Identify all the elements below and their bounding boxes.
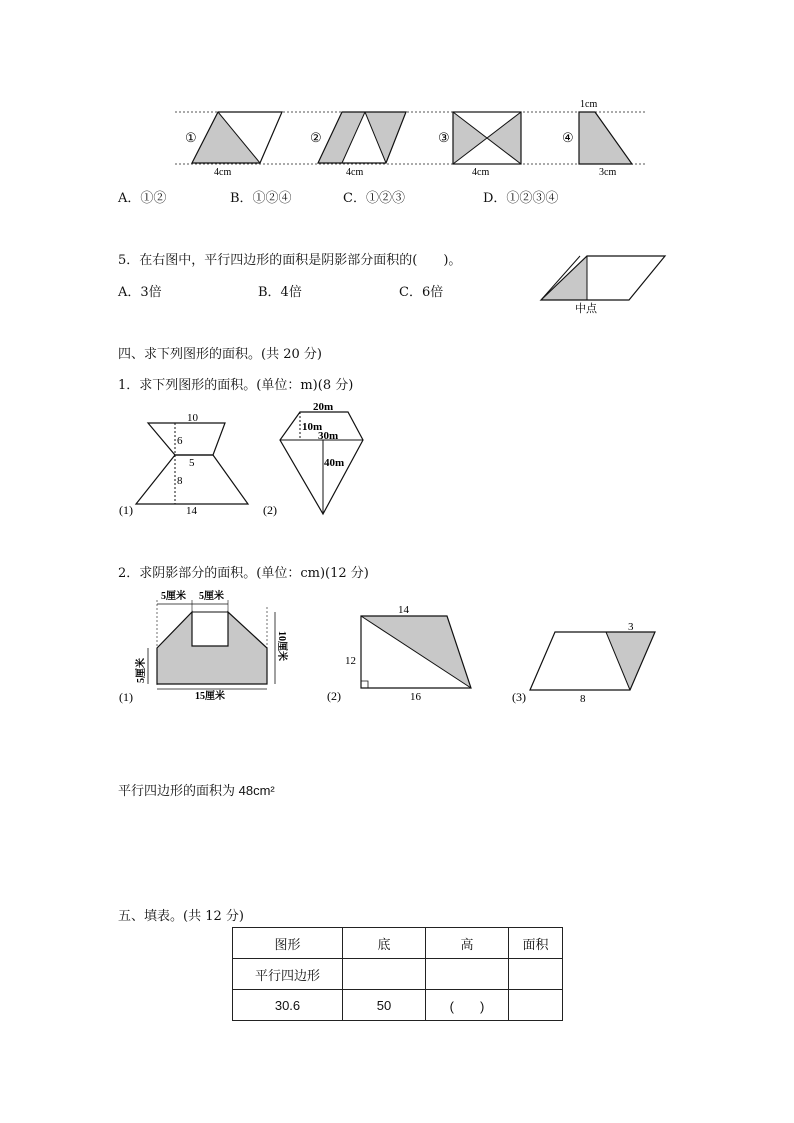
q5-question: 5．在右图中，平行四边形的面积是阴影部分面积的( )。 xyxy=(118,253,462,268)
s4-fig2-label: (2) xyxy=(263,503,277,517)
table-cell-input[interactable] xyxy=(509,959,563,990)
s4-shade2 xyxy=(325,600,485,714)
s4-fig1-mid: 5 xyxy=(189,457,195,469)
q4-fig2-shaded-right xyxy=(365,112,406,163)
q4-fig1-shaded xyxy=(192,112,260,163)
q4-label-4: ④ xyxy=(562,130,574,145)
q5-option-a[interactable]: A．3倍 xyxy=(118,285,162,300)
table-header-cell: 面积 xyxy=(509,928,563,959)
s4-shade1-right-h: 10厘米 xyxy=(276,631,287,661)
table-header-row xyxy=(233,928,563,959)
section5-title: 五、填表。(共 12 分) xyxy=(118,909,244,924)
s4-shade1-gap-left: 5厘米 xyxy=(161,591,186,602)
s4-fig1 xyxy=(115,408,265,527)
table-cell: 30.6 xyxy=(233,990,343,1021)
q4-fig4-trapezoid xyxy=(579,112,632,164)
q4-option-b[interactable]: B．①②④ xyxy=(230,191,292,206)
table-cell-input[interactable] xyxy=(509,990,563,1021)
s4-shade1-gap-right: 5厘米 xyxy=(199,591,224,602)
section4-q1-title: 1．求下列图形的面积。(单位：m)(8 分) xyxy=(118,378,354,393)
q4-fig4-base: 3cm xyxy=(599,167,617,178)
s4-fig1-lower-h: 8 xyxy=(177,475,183,487)
q4-option-c[interactable]: C．①②③ xyxy=(343,191,405,206)
table-header-cell: 底 xyxy=(343,928,426,959)
s4-fig2-h1: 10m xyxy=(302,421,323,433)
s4-shade3-top: 3 xyxy=(628,621,634,633)
q4-fig3-shaded-right xyxy=(487,112,521,164)
table-row xyxy=(233,990,563,1021)
q4-fig4-top: 1cm xyxy=(580,99,598,110)
q4-label-1: ① xyxy=(185,130,197,145)
q5-midpoint-label: 中点 xyxy=(575,303,597,315)
s4-shade2-height: 12 xyxy=(345,655,356,667)
table-cell-input[interactable] xyxy=(426,959,509,990)
table-cell: 50 xyxy=(343,990,426,1021)
fill-table xyxy=(232,927,563,1021)
s4-fig2-mid: 30m xyxy=(318,430,339,442)
s4-note: 平行四边形的面积为 48cm² xyxy=(118,783,275,798)
s4-shade1-label: (1) xyxy=(119,690,133,704)
q4-option-d[interactable]: D．①②③④ xyxy=(483,191,559,206)
table-header-cell: 高 xyxy=(426,928,509,959)
q5-option-c[interactable]: C．6倍 xyxy=(399,285,444,300)
q5-figure xyxy=(535,250,675,324)
s4-fig2 xyxy=(260,400,380,526)
s4-fig1-bottom: 14 xyxy=(186,505,197,517)
table-header-cell: 图形 xyxy=(233,928,343,959)
s4-shade2-label: (2) xyxy=(327,689,341,703)
table-cell-input[interactable]: ( ) xyxy=(426,990,509,1021)
table-cell-input[interactable] xyxy=(343,959,426,990)
s4-fig1-upper-h: 6 xyxy=(177,435,183,447)
q5-option-b[interactable]: B．4倍 xyxy=(258,285,302,300)
s4-fig1-label: (1) xyxy=(119,503,133,517)
q4-fig2-base: 4cm xyxy=(346,167,364,178)
s4-shade3-shaded xyxy=(606,632,655,690)
q4-fig3-base: 4cm xyxy=(472,167,490,178)
s4-shade2-bottom: 16 xyxy=(410,691,421,703)
q4-label-3: ③ xyxy=(438,130,450,145)
s4-shade1-left-h: 5厘米 xyxy=(136,658,147,683)
section4-q2-title: 2．求阴影部分的面积。(单位：cm)(12 分) xyxy=(118,566,369,581)
s4-fig1-upper-trapezoid xyxy=(148,423,225,455)
s4-shade3 xyxy=(510,615,670,714)
s4-fig2-h2: 40m xyxy=(324,457,345,469)
s4-shade3-bottom: 8 xyxy=(580,693,586,705)
q4-fig2-shaded-left xyxy=(318,112,365,163)
q4-option-a[interactable]: A．①② xyxy=(118,191,167,206)
q4-label-2: ② xyxy=(310,130,322,145)
s4-shade1 xyxy=(115,585,300,714)
q4-figures xyxy=(170,95,650,189)
q4-fig1-base: 4cm xyxy=(214,167,232,178)
q4-fig3-shaded-left xyxy=(453,112,487,164)
table-cell: 平行四边形 xyxy=(233,959,343,990)
s4-shade2-top: 14 xyxy=(398,604,409,616)
table-row xyxy=(233,959,563,990)
s4-fig2-top: 20m xyxy=(313,401,334,413)
s4-shade1-shape xyxy=(157,612,267,684)
s4-shade1-bottom: 15厘米 xyxy=(195,691,225,702)
section4-title: 四、求下列图形的面积。(共 20 分) xyxy=(118,347,322,362)
s4-fig1-top: 10 xyxy=(187,412,198,424)
s4-shade3-label: (3) xyxy=(512,690,526,704)
